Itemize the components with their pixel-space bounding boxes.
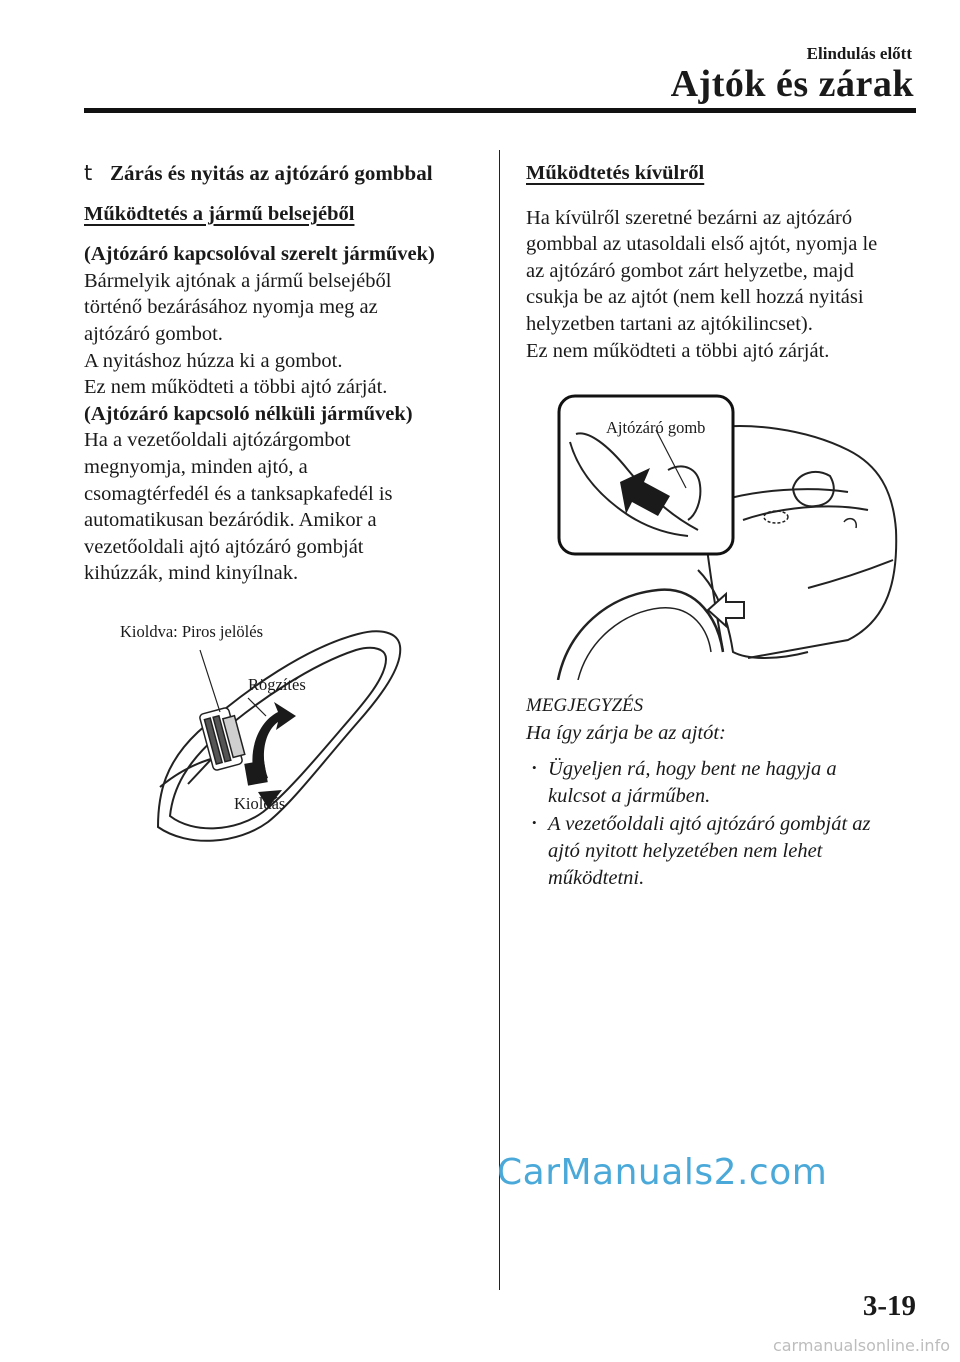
right-para-line: csukja be az ajtót (nem kell hozzá nyitási	[526, 286, 864, 309]
note-title: MEGJEGYZÉS	[526, 695, 644, 716]
column-divider	[499, 150, 500, 1290]
car-door-illustration	[548, 390, 900, 680]
section-heading-text: Zárás és nyitás az ajtózáró gombbal	[110, 161, 433, 185]
right-para-line: gombbal az utasoldali első ajtót, nyomja le	[526, 233, 878, 256]
para1-line: Ez nem működteti a többi ajtó zárját.	[84, 376, 388, 399]
section-heading	[84, 160, 474, 187]
para2-line: automatikusan bezáródik. Amikor a	[84, 509, 377, 532]
para1-line: Bármelyik ajtónak a jármű belsejéből	[84, 269, 392, 292]
heading-without-switch: (Ajtózáró kapcsoló nélküli járművek)	[84, 402, 413, 425]
heading-with-switch: (Ajtózáró kapcsolóval szerelt járművek)	[84, 243, 435, 266]
header-divider	[84, 108, 916, 113]
exterior-lock-figure	[548, 390, 900, 680]
note-block	[526, 693, 921, 893]
para2-line: csomagtérfedél és a tanksapkafedél is	[84, 482, 393, 505]
right-para-line: helyzetben tartani az ajtókilincset).	[526, 312, 813, 335]
footer-url: carmanualsonline.info	[772, 1336, 950, 1355]
right-column	[526, 160, 921, 364]
label-lock-knob: Ajtózáró gomb	[606, 418, 706, 437]
chapter-subtitle: Elindulás előtt	[806, 44, 912, 63]
para2-line: kihúzzák, mind kinyílnak.	[84, 562, 299, 585]
interior-door-panel-illustration	[118, 612, 464, 842]
subheading-outside: Működtetés kívülről	[526, 162, 705, 184]
right-para-line: Ha kívülről szeretné bezárni az ajtózáró	[526, 206, 853, 229]
label-unlocked-red-mark: Kioldva: Piros jelölés	[120, 622, 263, 641]
para2-line: megnyomja, minden ajtó, a	[84, 455, 308, 478]
watermark-text: CarManuals2.com	[497, 1152, 828, 1193]
para2-line: Ha a vezetőoldali ajtózárgombot	[84, 429, 351, 452]
para1-line: ajtózáró gombot.	[84, 322, 223, 345]
right-para-line: az ajtózáró gombot zárt helyzetbe, majd	[526, 259, 854, 282]
page-title: Ajtók és zárak	[670, 63, 914, 105]
para1-line: történő bezárásához nyomja meg az	[84, 296, 378, 319]
note-item: • Ügyeljen rá, hogy bent ne hagyja a kulcsot a járműben.	[526, 756, 921, 809]
interior-lock-figure	[118, 612, 464, 842]
section-bullet-icon: t	[84, 161, 93, 185]
para2-line: vezetőoldali ajtó ajtózáró gombját	[84, 535, 364, 558]
subheading-inside: Működtetés a jármű belsejéből	[84, 202, 355, 225]
note-item: • A vezetőoldali ajtó ajtózáró gombját az ajtó nyitott helyzetében nem lehet működtetni.	[526, 811, 921, 891]
label-unlock: Kioldás	[234, 794, 286, 813]
left-column	[84, 160, 474, 587]
note-intro: Ha így zárja be az ajtót:	[526, 721, 726, 744]
page-number: 3-19	[862, 1290, 916, 1322]
note-list	[526, 756, 921, 891]
para1-line: A nyitáshoz húzza ki a gombot.	[84, 349, 343, 372]
label-lock: Rögzítés	[248, 675, 306, 694]
right-para-line: Ez nem működteti a többi ajtó zárját.	[526, 339, 830, 362]
